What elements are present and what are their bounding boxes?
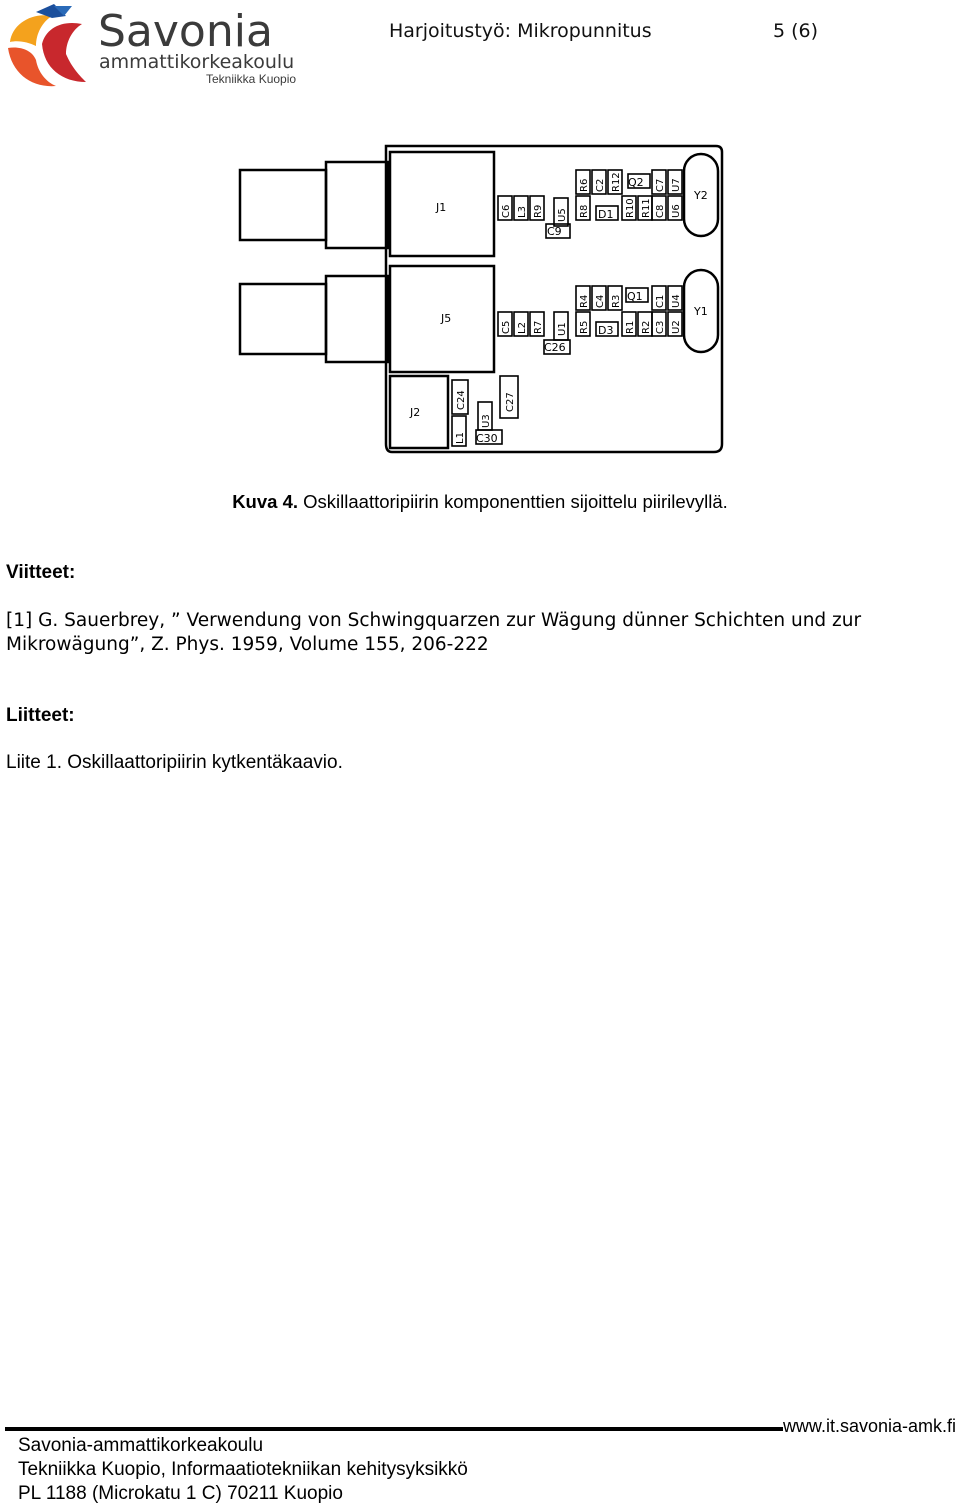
- references-heading: Viitteet:: [6, 562, 76, 583]
- svg-text:R11: R11: [641, 198, 652, 218]
- svg-text:R7: R7: [533, 320, 544, 334]
- svg-text:C2: C2: [595, 178, 606, 192]
- svg-text:R9: R9: [533, 204, 544, 218]
- svg-text:R5: R5: [579, 320, 590, 334]
- reference-item: [1] G. Sauerbrey, ” Verwendung von Schwingquarzen zur Wägung dünner Schichten und zur Mikrowägung”, Z. Phys. 1959, Volume 155, 206-222: [6, 610, 862, 655]
- footer-org-name: Savonia-ammattikorkeakoulu: [18, 1435, 264, 1456]
- figure-caption-label: Kuva 4.: [232, 491, 298, 512]
- svg-text:U7: U7: [671, 178, 682, 192]
- svg-text:R1: R1: [625, 320, 636, 334]
- svg-text:C30: C30: [476, 432, 498, 445]
- footer-address: PL 1188 (Microkatu 1 C) 70211 Kuopio: [18, 1483, 343, 1504]
- footer-unit: Tekniikka Kuopio, Informaatiotekniikan kehitysyksikkö: [18, 1459, 468, 1480]
- svg-text:Y2: Y2: [694, 189, 708, 202]
- svg-text:R3: R3: [611, 294, 622, 308]
- svg-text:D1: D1: [598, 208, 614, 221]
- svg-text:Q1: Q1: [627, 290, 643, 303]
- svg-text:R8: R8: [579, 204, 590, 218]
- footer-url-link[interactable]: www.it.savonia-amk.fi: [782, 1416, 956, 1436]
- svg-text:R10: R10: [625, 198, 636, 218]
- svg-text:R4: R4: [579, 294, 590, 308]
- svg-text:U2: U2: [671, 320, 682, 334]
- svg-text:U4: U4: [671, 294, 682, 308]
- svg-text:C1: C1: [655, 294, 666, 308]
- attachment-item: Liite 1. Oskillaattoripiirin kytkentäkaavio.: [6, 752, 343, 773]
- svg-text:L2: L2: [517, 322, 528, 334]
- svg-text:L1: L1: [455, 432, 466, 444]
- svg-text:C5: C5: [501, 320, 512, 334]
- svg-text:U3: U3: [481, 414, 492, 428]
- document-title: Harjoitustyö: Mikropunnitus: [389, 20, 652, 42]
- svg-text:R12: R12: [611, 172, 622, 192]
- svg-text:U5: U5: [557, 208, 568, 222]
- svg-text:D3: D3: [598, 324, 614, 337]
- svg-text:Savonia: Savonia: [98, 6, 273, 57]
- svg-text:C3: C3: [655, 320, 666, 334]
- svg-text:Tekniikka Kuopio: Tekniikka Kuopio: [206, 72, 297, 86]
- svg-text:L3: L3: [517, 206, 528, 218]
- pcb-layout-figure: [236, 140, 726, 458]
- attachments-heading: Liitteet:: [6, 705, 75, 726]
- footer-divider: [5, 1427, 783, 1431]
- svg-text:C9: C9: [547, 225, 562, 238]
- svg-text:R6: R6: [579, 178, 590, 192]
- svg-text:C6: C6: [501, 204, 512, 218]
- svg-text:J5: J5: [441, 312, 452, 325]
- figure-caption-text: Oskillaattoripiirin komponenttien sijoittelu piirilevyllä.: [298, 491, 728, 512]
- svg-text:C7: C7: [655, 178, 666, 192]
- svg-text:C4: C4: [595, 294, 606, 308]
- svg-text:Y1: Y1: [694, 305, 708, 318]
- svg-text:C24: C24: [456, 390, 467, 410]
- svg-text:ammattikorkeakoulu: ammattikorkeakoulu: [99, 51, 295, 73]
- savonia-logo: [2, 2, 302, 90]
- page-number: 5 (6): [773, 20, 819, 42]
- svg-text:J2: J2: [410, 406, 421, 419]
- svg-text:R2: R2: [641, 320, 652, 334]
- svg-text:C27: C27: [505, 392, 516, 412]
- svg-text:Q2: Q2: [628, 176, 644, 189]
- svg-text:C26: C26: [544, 341, 566, 354]
- svg-text:C8: C8: [655, 204, 666, 218]
- svg-text:U1: U1: [557, 322, 568, 336]
- svg-text:J1: J1: [436, 201, 447, 214]
- svg-text:U6: U6: [671, 204, 682, 218]
- figure-caption: [0, 491, 960, 513]
